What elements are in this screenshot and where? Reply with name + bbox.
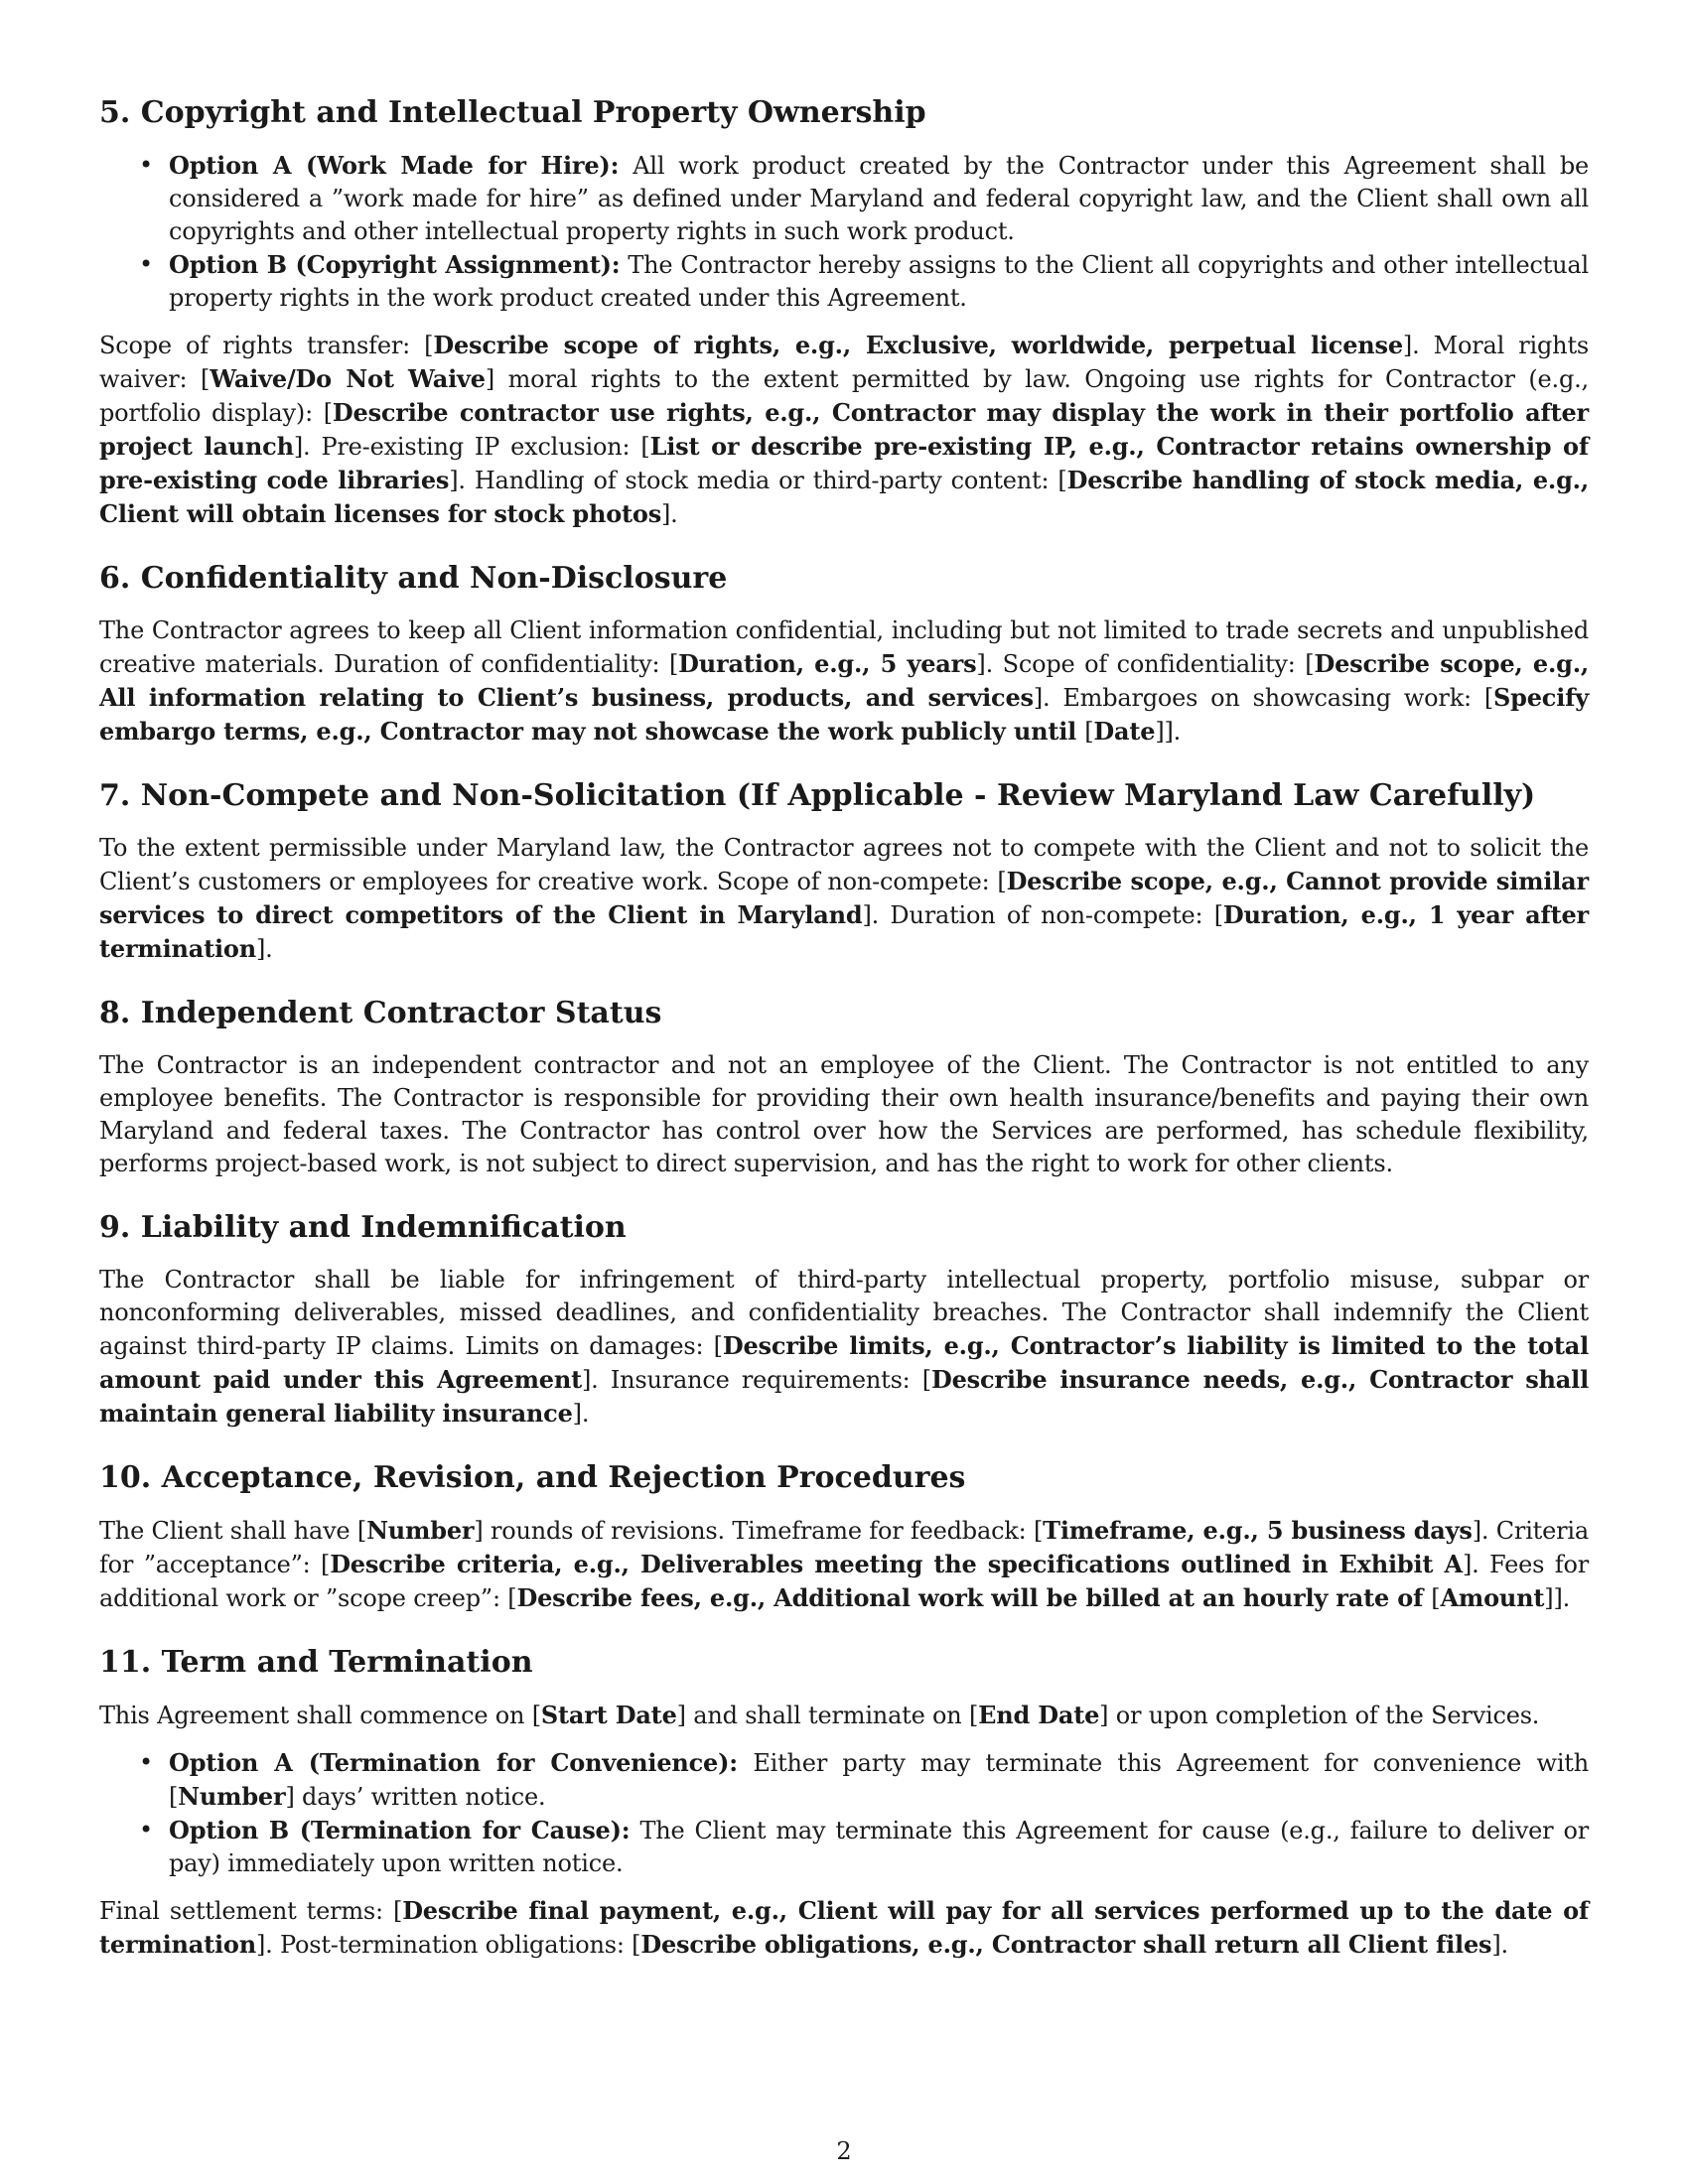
text-run: ]. Handling of stock media or third-party content: [	[449, 467, 1067, 494]
placeholder-field: Start Date	[540, 1701, 677, 1729]
placeholder-field: List or describe pre-existing IP, e.g., Contractor retains ownership of pre-existing code libraries	[99, 432, 1589, 494]
placeholder-field: Describe limits, e.g., Contractor’s liability is limited to the total amount paid under this Agreement	[99, 1331, 1589, 1394]
option-text: The Client may terminate this Agreement for cause (e.g., failure to deliver or pay) immediately upon written notice.	[169, 1817, 1589, 1877]
section-non-compete	[99, 778, 1589, 966]
bullet-icon: •	[139, 1816, 153, 1843]
text-run: ].	[1491, 1931, 1508, 1959]
placeholder-field: Describe scope of rights, e.g., Exclusive, worldwide, perpetual license	[433, 331, 1403, 359]
section-term-termination	[99, 1645, 1589, 1962]
text-run: ]. Pre-existing IP exclusion: [	[293, 433, 650, 461]
section-copyright	[99, 95, 1589, 531]
placeholder-field: Date	[1093, 717, 1156, 746]
section-heading: 6. Confidentiality and Non-Disclosure	[99, 561, 728, 596]
text-run: The Contractor agrees to keep all Client information confidential, including but not limited to trade secrets and unpublished creative materials. Duration of confidentiality: [	[99, 616, 1589, 678]
option-text: The Contractor hereby assigns to the Client all copyrights and other intellectual property rights in the work product created under this Agreement.	[169, 251, 1590, 312]
placeholder-field: Duration, e.g., 1 year after termination	[99, 900, 1589, 963]
text-run: [	[1431, 1584, 1441, 1612]
section-acceptance	[99, 1460, 1589, 1615]
placeholder-field: Number	[178, 1782, 286, 1811]
option-label: Option A (Work Made for Hire):	[169, 151, 620, 180]
section-paragraph	[99, 1894, 1589, 1962]
section-liability	[99, 1210, 1589, 1431]
text-run: The Contractor is an independent contractor and not an employee of the Client. The Contractor is not entitled to any employee benefits. The Contractor is responsible for providing their own health insurance/benefits and paying their own Maryland and federal taxes. The Contractor has control over how the Services are performed, has schedule flexibility, performs project-based work, is not subject to direct supervision, and has the right to work for other clients.	[99, 1051, 1589, 1177]
section-paragraph	[99, 832, 1589, 966]
text-run: ] moral rights to the extent permitted by law. Ongoing use rights for Contractor (e.g., portfolio display): [	[99, 365, 1589, 427]
page-number: 2	[836, 2137, 852, 2165]
list-item	[139, 1746, 1589, 1814]
text-run: [	[1084, 718, 1094, 746]
text-run: ]].	[1155, 718, 1182, 746]
text-run: ]. Moral rights waiver: [	[99, 332, 1589, 393]
section-heading: 9. Liability and Indemnification	[99, 1210, 627, 1245]
section-heading: 7. Non-Compete and Non-Solicitation (If Applicable - Review Maryland Law Carefully)	[99, 778, 1536, 813]
option-label: Option B (Copyright Assignment):	[169, 250, 621, 279]
placeholder-field: Describe handling of stock media, e.g., Client will obtain licenses for stock photos	[99, 466, 1589, 528]
document-page	[99, 95, 1589, 1991]
placeholder-field: Number	[366, 1516, 475, 1545]
text-run: ].	[572, 1400, 590, 1428]
placeholder-field: Duration, e.g., 5 years	[678, 649, 977, 678]
section-confidentiality	[99, 561, 1589, 749]
placeholder-field: Timeframe, e.g., 5 business days	[1043, 1516, 1473, 1545]
placeholder-field: Describe contractor use rights, e.g., Contractor may display the work in their portfolio after project launch	[99, 398, 1589, 461]
section-contractor-status	[99, 996, 1589, 1180]
placeholder-field: Describe scope, e.g., All information relating to Client’s business, products, and services	[99, 649, 1590, 712]
section-paragraph	[99, 614, 1589, 749]
section-heading: 11. Term and Termination	[99, 1645, 533, 1680]
section-paragraph	[99, 1514, 1589, 1615]
option-list	[99, 149, 1589, 315]
section-paragraph	[99, 1049, 1589, 1180]
bullet-icon: •	[139, 1748, 153, 1776]
placeholder-field: Amount	[1440, 1583, 1545, 1612]
placeholder-field: Describe fees, e.g., Additional work will be billed at an hourly rate of	[516, 1583, 1432, 1612]
bullet-icon: •	[139, 250, 153, 278]
placeholder-field: Describe scope, e.g., Cannot provide similar services to direct competitors of the Client in Maryland	[99, 867, 1589, 929]
option-label: Option A (Termination for Convenience):	[169, 1748, 738, 1777]
placeholder-field: Describe criteria, e.g., Deliverables meeting the specifications outlined in Exhibit A	[330, 1550, 1463, 1578]
option-text: All work product created by the Contractor under this Agreement shall be considered a ”work made for hire” as defined under Maryland and federal copyright law, and the Client shall own all copyrights and other intellectual property rights in such work product.	[169, 152, 1590, 245]
placeholder-field: Describe final payment, e.g., Client will pay for all services performed up to the date of termination	[99, 1896, 1589, 1959]
text-run: ].	[661, 500, 678, 528]
text-run: [	[169, 1783, 179, 1811]
text-run: ] and shall terminate on [	[676, 1702, 979, 1729]
bullet-icon: •	[139, 151, 153, 179]
placeholder-field: Specify embargo terms, e.g., Contractor may not showcase the work publicly until	[99, 683, 1589, 746]
text-run: ]].	[1544, 1584, 1571, 1612]
section-paragraph	[99, 1264, 1589, 1431]
placeholder-field: Describe obligations, e.g., Contractor shall return all Client files	[640, 1930, 1492, 1959]
option-label: Option B (Termination for Cause):	[169, 1816, 631, 1844]
text-run: The Contractor shall be liable for infringement of third-party intellectual property, portfolio misuse, subpar or nonconforming deliverables, missed deadlines, and confidentiality breaches. The Contractor shall indemnify the Client against third-party IP claims. Limits on damages: [	[99, 1266, 1589, 1360]
placeholder-field: Waive/Do Not Waive	[210, 364, 486, 393]
text-run: ]. Criteria for ”acceptance”: [	[99, 1517, 1589, 1578]
text-run: ]. Scope of confidentiality: [	[976, 650, 1315, 678]
text-run: ]. Post-termination obligations: [	[255, 1931, 641, 1959]
text-run: ]. Duration of non-compete: [	[862, 901, 1223, 929]
text-run: ]. Insurance requirements: [	[581, 1366, 931, 1394]
list-item	[139, 149, 1590, 248]
option-list	[99, 1746, 1589, 1880]
text-run: ] or upon completion of the Services.	[1099, 1702, 1540, 1729]
section-heading: 10. Acceptance, Revision, and Rejection Procedures	[99, 1460, 966, 1495]
option-text: Either party may terminate this Agreement for convenience with	[753, 1749, 1589, 1777]
text-run: ]. Embargoes on showcasing work: [	[1033, 684, 1493, 712]
section-intro	[99, 1699, 1589, 1732]
list-item	[139, 248, 1590, 315]
placeholder-field: Describe insurance needs, e.g., Contractor shall maintain general liability insurance	[99, 1365, 1589, 1428]
list-item	[139, 1814, 1589, 1880]
text-run: To the extent permissible under Maryland law, the Contractor agrees not to compete with the Client and not to solicit the Client’s customers or employees for creative work. Scope of non-compete: [	[99, 834, 1589, 895]
section-heading: 5. Copyright and Intellectual Property Ownership	[99, 95, 926, 130]
text-run: Scope of rights transfer: [	[99, 332, 434, 359]
placeholder-field: End Date	[978, 1701, 1100, 1729]
section-heading: 8. Independent Contractor Status	[99, 996, 662, 1030]
text-run: ] days’ written notice.	[285, 1783, 546, 1811]
text-run: ] rounds of revisions. Timeframe for feedback: [	[474, 1517, 1044, 1545]
text-run: This Agreement shall commence on [	[99, 1702, 541, 1729]
text-run: ]. Fees for additional work or ”scope creep”: [	[99, 1551, 1589, 1612]
text-run: ].	[255, 935, 273, 963]
text-run: Final settlement terms: [	[99, 1897, 403, 1925]
text-run: The Client shall have [	[99, 1517, 367, 1545]
section-paragraph	[99, 329, 1589, 531]
